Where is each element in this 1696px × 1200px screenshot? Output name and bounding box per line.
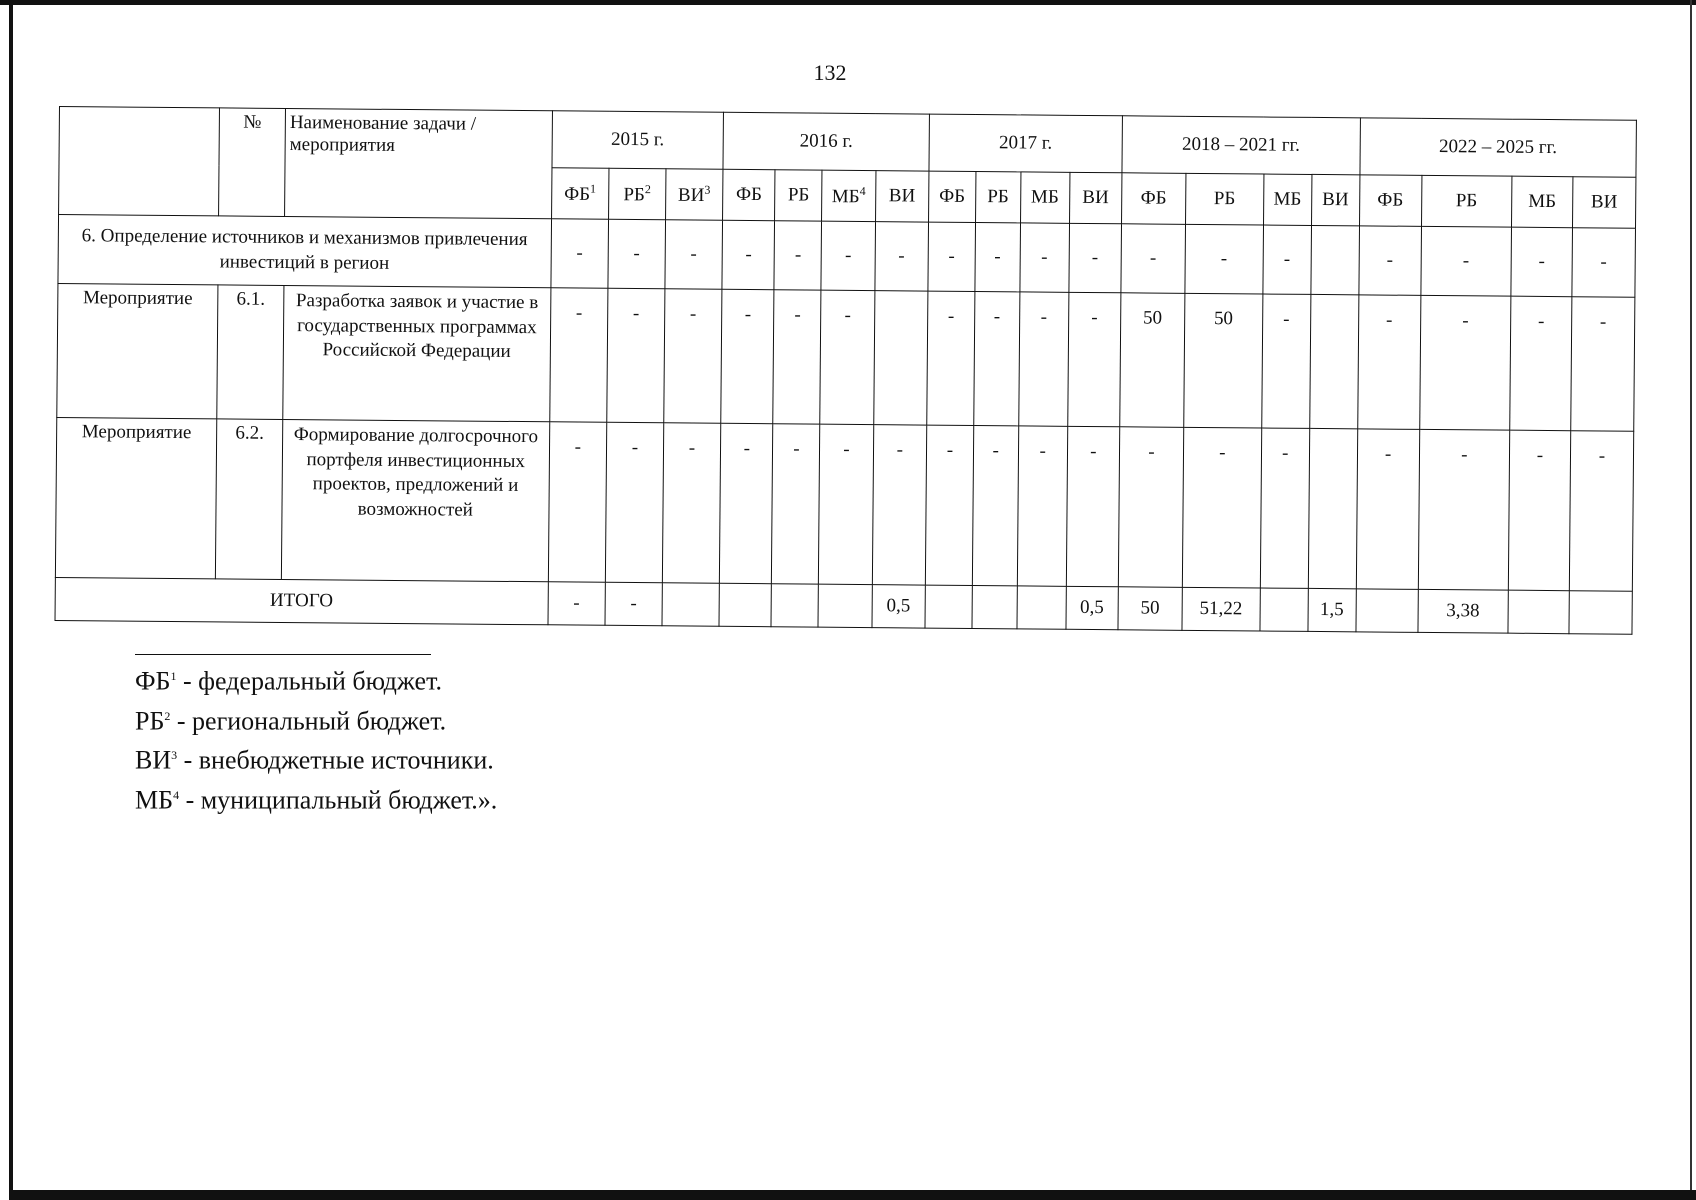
header-year-2016: 2016 г. [723,112,929,171]
value-cell: - [1018,292,1068,426]
financing-table [55,106,1637,635]
value-cell [1309,294,1358,428]
footnote-divider [135,654,431,655]
value-cell [771,584,818,627]
value-cell: - [1261,294,1310,428]
table-row [55,417,1633,591]
header-source: ВИ [875,171,929,222]
value-cell: - [872,425,927,585]
header-source: РБ [975,172,1020,223]
value-cell: - [974,291,1020,425]
value-cell: - [875,222,929,291]
value-cell: - [608,219,665,288]
value-cell: - [1263,225,1312,294]
value-cell: - [927,291,975,425]
value-cell: - [722,220,775,289]
value-cell: - [662,423,721,583]
value-cell [1311,225,1360,294]
value-cell: - [821,221,875,290]
row-kind: Мероприятие [57,283,218,418]
header-source: ВИ [1311,174,1359,225]
value-cell [1260,588,1308,631]
value-cell: - [925,425,973,585]
header-source: $ВИ^3$ [665,169,723,221]
header-source: $МБ^4$ [822,170,876,221]
header-source: $РБ^2$ [609,168,666,219]
value-cell [1308,428,1357,588]
value-cell: 3,38 [1417,589,1508,633]
value-cell [1508,590,1569,634]
value-cell: - [1510,296,1572,431]
header-year-2017: 2017 г. [929,114,1122,173]
value-cell: 50 [1118,587,1182,631]
value-cell: - [1182,427,1261,588]
table-row [57,283,1635,431]
value-cell [1017,586,1066,629]
value-cell: - [605,422,663,582]
value-cell: 51,22 [1182,587,1260,631]
row-kind: Мероприятие [55,417,216,578]
footnote-item: $РБ^2$ - региональный бюджет. [135,706,447,736]
value-cell: - [720,423,774,583]
header-name: Наименование задачи / мероприятия [285,108,552,218]
value-cell: - [1066,426,1120,586]
value-cell [925,585,972,628]
value-cell: - [975,223,1020,292]
header-source: МБ [1020,172,1069,223]
value-cell: - [1121,224,1186,294]
value-cell: - [1185,224,1263,294]
value-cell: - [820,290,874,424]
value-cell: - [550,219,608,288]
value-cell [719,583,772,626]
row-name: Формирование долгосрочного портфеля инвестиционных проектов, предложений и возможностей [281,419,549,581]
value-cell: 1,5 [1308,588,1356,631]
value-cell: - [1419,295,1511,430]
value-cell: - [772,424,820,584]
value-cell: - [1017,426,1067,586]
header-source: ФБ [1359,175,1421,227]
section-title: 6. Определение источников и механизмов привлечения инвестиций в регион [58,215,551,288]
value-cell: - [605,582,662,625]
value-cell [1356,589,1418,633]
value-cell: - [548,582,606,626]
value-cell: - [1069,223,1122,292]
header-source: МБ [1263,174,1311,225]
row-no: 6.1. [217,285,284,420]
header-source: ФБ [1121,173,1185,225]
value-cell: - [1020,223,1070,292]
value-cell: - [1508,430,1570,591]
footnotes [135,654,497,818]
value-cell: - [1260,428,1309,588]
value-cell [873,291,927,425]
value-cell: - [1418,429,1510,590]
value-cell: - [773,290,821,424]
page-number: 132 [813,60,847,85]
value-cell: - [1118,427,1183,588]
footnote-item: $ВИ^3$ - внебюджетные источники. [135,745,494,775]
value-cell: - [1357,295,1420,430]
header-source: ВИ [1572,177,1636,229]
value-cell: - [548,422,607,582]
value-cell: 0,5 [1066,586,1119,629]
value-cell: - [665,220,723,289]
value-cell: - [663,289,722,423]
value-cell [972,585,1017,628]
footnote-item: $ФБ^1$ - федеральный бюджет. [135,666,442,696]
header-source: ВИ [1069,172,1122,223]
value-cell: - [819,424,874,584]
scan-frame-left [9,0,13,1200]
value-cell: - [1420,226,1511,296]
header-source: ФБ [928,171,975,222]
value-cell: 0,5 [872,585,926,628]
row-name: Разработка заявок и участие в государственных программах Российской Федерации [283,285,551,421]
value-cell [1569,591,1632,635]
value-cell [662,583,720,627]
value-cell: - [774,221,822,290]
header-source: РБ [1421,175,1512,227]
value-cell: - [1359,226,1421,296]
value-cell [818,584,872,627]
header-kind-cell [59,107,220,216]
value-cell: 50 [1120,293,1185,428]
footnote-item: $МБ^4$ - муниципальный бюджет.». [135,785,498,815]
value-cell: - [1571,297,1635,432]
row-no: 6.2. [215,419,282,580]
value-cell: - [972,425,1018,585]
header-source: $ФБ^1$ [551,168,609,220]
scan-frame-top [0,0,1696,5]
header-row-years [59,107,1636,178]
value-cell: - [1067,292,1120,426]
header-source: МБ [1512,176,1573,228]
header-source: РБ [775,170,822,221]
header-source: РБ [1185,173,1263,225]
header-year-2018-2021: 2018 – 2021 гг. [1122,116,1360,175]
value-cell: - [721,289,774,423]
scan-frame-bottom [9,1190,1696,1200]
value-cell: - [928,222,976,291]
value-cell: - [1572,228,1636,298]
value-cell: - [607,288,665,422]
header-no: № [218,108,285,217]
header-year-2015: 2015 г. [552,111,724,169]
value-cell: - [1511,227,1572,297]
header-year-2022-2025: 2022 – 2025 гг. [1360,118,1637,177]
value-cell: - [549,288,608,422]
header-source: ФБ [723,169,776,220]
value-cell: - [1356,429,1419,590]
scan-frame-right [1690,0,1692,1200]
value-cell: 50 [1184,293,1263,428]
value-cell: - [1569,431,1634,592]
total-label: ИТОГО [55,577,548,624]
